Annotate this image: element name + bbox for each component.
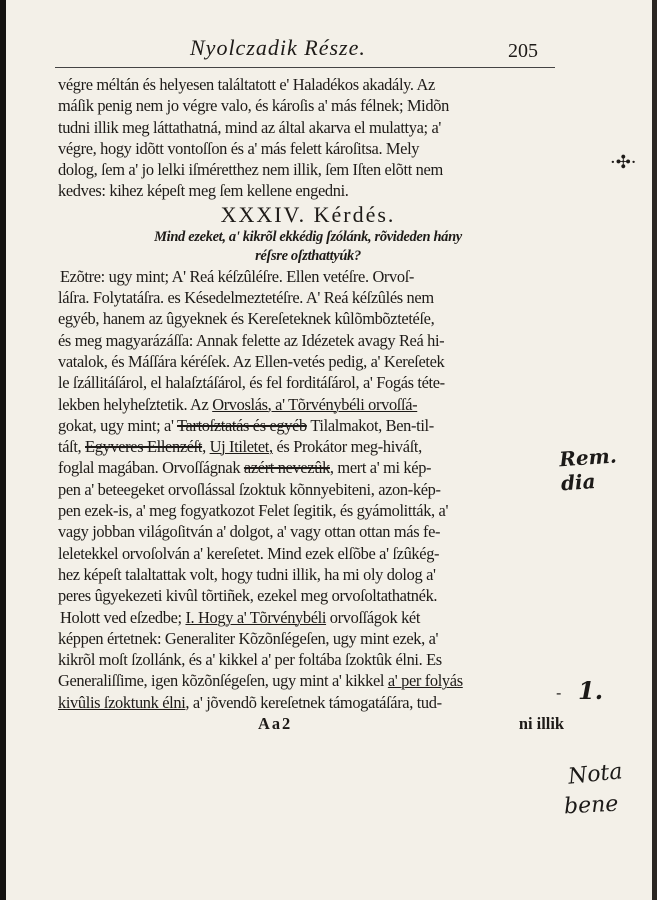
text-segment: Generaliſſime, igen kõzõnſégeſen, ugy mint a' kikkel [58,671,388,691]
text-segment: , a' jõvendõ kereſetnek támogatáſára, tud- [185,692,442,712]
scan-edge-left [0,0,6,900]
text-line: végre, hogy idõtt vontoſſon és a' más felett károſitsa. Mely [58,138,420,158]
text-line [58,415,558,436]
text-line: dolog, ſem a' jo lelki iſméretthez nem illik, ſem Iſten elõtt nem [58,160,443,180]
text-segment: , [202,437,210,457]
text-segment: gokat, ugy mint; a' [58,415,178,435]
text-segment: foglal magában. Orvoſſágnak [58,458,244,478]
text-line: láſra. Folytatáſra. es Késedelmeztetéſre. A' Reá kéſzûlés nem [58,288,434,308]
header-rule [55,67,555,68]
text-line: kedves: kihez képeſt meg ſem kellene engedni. [58,181,349,201]
struck-text: Egyveres Ellenzéſt [85,437,203,457]
question-line: réſsre oſzthattyúk? [255,247,361,264]
margin-annotation-number: 1. [578,676,604,705]
text-segment: Holott ved eſzedbe; [60,607,186,627]
text-line: Ezõtre: ugy mint; A' Reá kéſzûléſre. Ellen vetéſre. Orvoſ- [60,266,415,286]
margin-annotation-rem: Rem. dia [558,443,618,496]
text-line [58,457,558,478]
text-line: vatalok, és Máſſára kéréſek. Az Ellen-vetés pedig, a' Kereſetek [58,351,445,371]
underlined-text: Uj Itiletet, [209,437,273,457]
page-number: 205 [508,40,538,62]
running-head: Nyolczadik Része. [190,35,366,60]
text-line: máſik penig nem jo végre valo, és károſis a' más félnek; Midõn [58,96,449,116]
text-line: pen a' beteegeket orvoſlással ſzoktuk kõnnyebiteni, azon-kép- [58,479,441,499]
struck-text: azért nevezûk [243,458,330,478]
text-line [58,394,558,415]
underlined-text: kivûlis ſzoktunk élni [58,692,186,712]
text-line: és meg magyarázáſſa: Annak felette az Idézetek avagy Reá hi- [58,330,445,350]
margin-dash: - [556,683,562,702]
text-segment: orvoſſágok két [326,607,421,627]
text-segment: táſt, [58,437,86,457]
text-line: pen ezek-is, a' meg fogyatkozot Felet ſegitik, és gyámolitták, a' [58,501,449,521]
struck-text: Tartoſztatás és egyéb [177,415,307,435]
text-line: kikrõl moſt ſzollánk, és a' kikkel a' per foltába ſzoktûk élni. Es [58,650,442,670]
text-line [58,692,558,713]
text-line: tudni illik meg láttathatná, mind az által akarva el mulattya; a' [58,117,441,137]
margin-annotation-nota: Nota [566,759,624,790]
signature-mark: Aa2 [258,714,293,734]
text-line: egyéb, hanem az ûgyeknek és Kereſeteknek kûlõmbõztetéſe, [58,309,435,329]
text-line [58,607,558,628]
text-segment: és Prokátor meg-hiváſt, [272,437,422,457]
text-line: hez képeſt talaltattak volt, hogy tudni illik, ha mi oly dolog a' [58,564,436,584]
text-segment: , mert a' mi kép- [329,458,432,478]
text-line: vagy jobban világoſitván a' dolgot, a' vagy ottan ottan más fe- [58,522,441,542]
text-line [58,436,558,457]
underlined-text: Orvoslás, a' Tõrvénybéli orvoſſá- [212,394,418,414]
underlined-text: I. Hogy a' Tõrvénybéli [185,607,327,627]
page-footer [58,713,564,734]
text-line [58,670,558,691]
body-text [58,74,564,734]
text-line: peres ûgyekezeti kivûl tõrtiñek, ezekel meg orvoſoltathatnék. [58,586,438,606]
question-line: Mind ezeket, a' kikrõl ekkédig ſzólánk, rõvideden hány [154,228,462,245]
margin-annotation-bene: bene [563,791,619,820]
underlined-text: a' per folyás [387,671,463,691]
margin-ornament-icon: ·✣· [610,152,637,173]
text-line: végre méltán és helyesen találtatott e' Haladékos akadály. Az [58,75,435,94]
text-line: képpen értetnek: Generaliter Kõzõnſégeſen, ugy mint ezek, a' [58,628,439,648]
text-segment: Tilalmakot, Ben-til- [306,415,434,435]
catchword: ni illik [518,714,564,734]
text-segment: lekben helyheſztetik. Az [58,394,213,414]
text-line: leletekkel orvoſolván a' kereſetet. Mind ezek elſõbe a' ſzûkég- [58,543,440,563]
text-line: le ſzállitáſárol, el halaſztáſárol, és fel forditáſárol, a' Fogás téte- [58,373,445,393]
section-heading: XXXIV. Kérdés. [220,201,396,227]
